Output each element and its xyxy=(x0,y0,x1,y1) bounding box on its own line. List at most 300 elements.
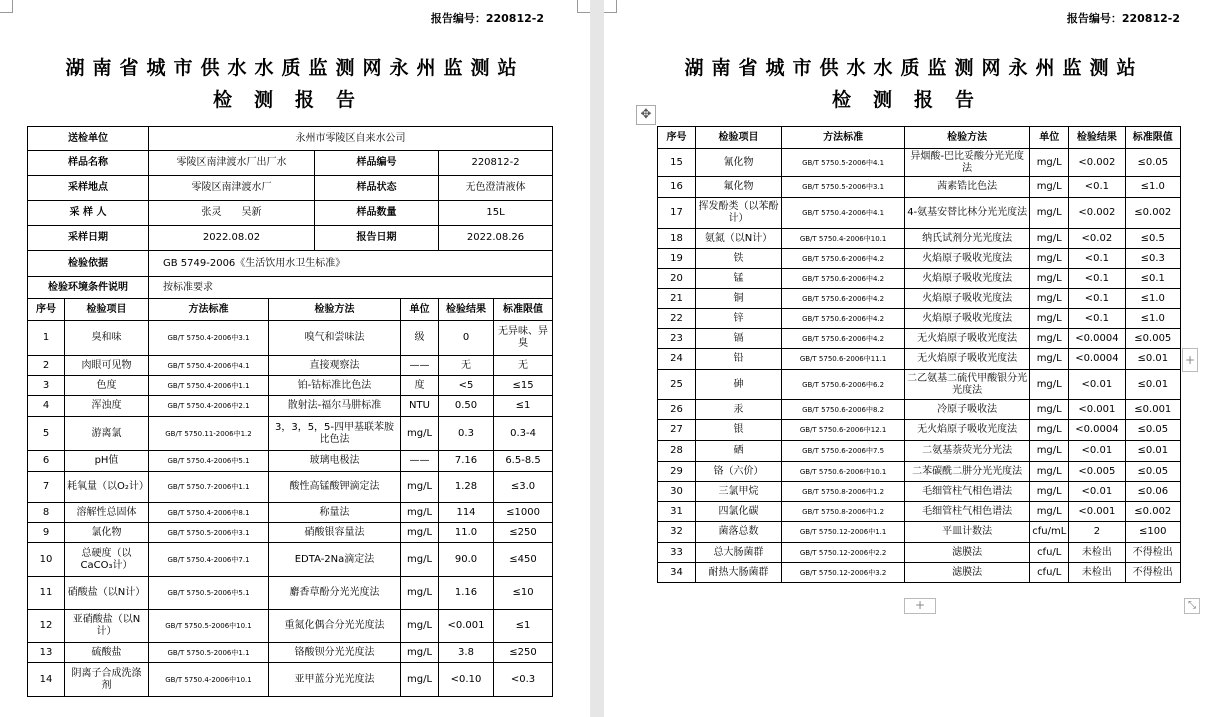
table-row xyxy=(658,177,1181,198)
col-item-header: 检验项目 xyxy=(695,127,781,149)
cell-limit: ≤1000 xyxy=(494,503,553,523)
table-row xyxy=(28,663,553,697)
cell-std: GB/T 5750.6-2006中11.1 xyxy=(782,349,905,370)
cell-item: 氨氮（以N计） xyxy=(695,229,781,249)
cell-method: 玻璃电极法 xyxy=(269,451,401,472)
cell-unit: mg/L xyxy=(401,503,439,523)
cell-unit: cfu/mL xyxy=(1030,522,1069,543)
cell-no: 23 xyxy=(658,329,696,349)
cell-limit: ≤0.05 xyxy=(1125,462,1180,482)
cell-result: 7.16 xyxy=(439,451,494,472)
sample-no-label: 样品编号 xyxy=(315,151,439,176)
table-row xyxy=(658,329,1181,349)
col-item-header: 检验项目 xyxy=(65,299,149,321)
cell-method: 二苯碳酰二肼分光光度法 xyxy=(905,462,1030,482)
cell-std: GB/T 5750.4-2006中7.1 xyxy=(149,543,269,577)
cell-method: 二氨基萘荧光分光法 xyxy=(905,441,1030,462)
cell-result: 3.8 xyxy=(439,643,494,663)
cell-method: 无火焰原子吸收光度法 xyxy=(905,329,1030,349)
report-subtitle: 检测报告 xyxy=(212,89,377,111)
table-row xyxy=(658,349,1181,370)
cell-no: 2 xyxy=(28,356,65,376)
cell-std: GB/T 5750.6-2006中10.1 xyxy=(782,462,905,482)
cell-item: 总硬度（以CaCO₃计） xyxy=(65,543,149,577)
col-method-header: 检验方法 xyxy=(905,127,1030,149)
cell-std: GB/T 5750.5-2006中10.1 xyxy=(149,610,269,643)
cell-limit: ≤1.0 xyxy=(1125,309,1180,329)
table-row xyxy=(658,563,1181,583)
cell-limit: ≤1 xyxy=(494,396,553,417)
cell-limit: ≤0.005 xyxy=(1125,329,1180,349)
info-row xyxy=(28,127,553,151)
cell-std: GB/T 5750.6-2006中7.5 xyxy=(782,441,905,462)
cell-no: 15 xyxy=(658,149,696,177)
cell-item: 铬（六价） xyxy=(695,462,781,482)
cell-unit: mg/L xyxy=(1030,149,1069,177)
cell-unit: mg/L xyxy=(1030,502,1069,522)
cell-limit: ≤0.5 xyxy=(1125,229,1180,249)
report-page-2 xyxy=(604,0,1224,717)
cell-unit: mg/L xyxy=(1030,349,1069,370)
site-value: 零陵区南津渡水厂 xyxy=(149,176,315,201)
cell-item: 挥发酚类（以苯酚计） xyxy=(695,198,781,229)
table-row xyxy=(658,149,1181,177)
cell-no: 17 xyxy=(658,198,696,229)
cell-result: 未检出 xyxy=(1069,563,1125,583)
cell-no: 8 xyxy=(28,503,65,523)
sampler-value: 张灵 吴新 xyxy=(149,201,315,226)
cell-std: GB/T 5750.5-2006中4.1 xyxy=(782,149,905,177)
cell-result: <0.1 xyxy=(1069,289,1125,309)
cell-no: 18 xyxy=(658,229,696,249)
cell-no: 16 xyxy=(658,177,696,198)
cell-item: 耐热大肠菌群 xyxy=(695,563,781,583)
state-label: 样品状态 xyxy=(315,176,439,201)
cell-limit: ≤1.0 xyxy=(1125,177,1180,198)
sampler-label: 采 样 人 xyxy=(28,201,149,226)
env-value: 按标准要求 xyxy=(149,277,553,299)
cell-std: GB/T 5750.8-2006中1.2 xyxy=(782,482,905,502)
table-row xyxy=(658,462,1181,482)
cell-item: 砷 xyxy=(695,370,781,400)
table-row xyxy=(28,610,553,643)
cell-no: 30 xyxy=(658,482,696,502)
report-number: 报告编号：220812-2 xyxy=(430,12,544,25)
cell-std: GB/T 5750.4-2006中1.1 xyxy=(149,376,269,396)
info-row xyxy=(28,251,553,277)
add-column-icon[interactable]: + xyxy=(1182,348,1198,372)
cell-std: GB/T 5750.6-2006中4.2 xyxy=(782,289,905,309)
cell-result: <0.001 xyxy=(1069,502,1125,522)
cell-method: EDTA-2Na滴定法 xyxy=(269,543,401,577)
cell-result: 0.3 xyxy=(439,417,494,451)
cell-result: <0.02 xyxy=(1069,229,1125,249)
cell-unit: cfu/L xyxy=(1030,543,1069,563)
date-value: 2022.08.02 xyxy=(149,226,315,251)
cell-result: <0.002 xyxy=(1069,198,1125,229)
table-row xyxy=(28,577,553,610)
table-row xyxy=(658,502,1181,522)
cell-result: <0.005 xyxy=(1069,462,1125,482)
col-result-header: 检验结果 xyxy=(1069,127,1125,149)
col-unit-header: 单位 xyxy=(1030,127,1069,149)
cell-no: 14 xyxy=(28,663,65,697)
cell-limit: ≤1.0 xyxy=(1125,289,1180,309)
cell-item: 氟化物 xyxy=(695,177,781,198)
cell-result: <0.01 xyxy=(1069,441,1125,462)
cell-no: 27 xyxy=(658,420,696,441)
cell-std: GB/T 5750.5-2006中3.1 xyxy=(149,523,269,543)
basis-label: 检验依据 xyxy=(28,251,149,277)
cell-unit: mg/L xyxy=(401,643,439,663)
cell-item: 浑浊度 xyxy=(65,396,149,417)
cell-method: 直接观察法 xyxy=(269,356,401,376)
report-table-2 xyxy=(657,126,1181,583)
cell-method: 平皿计数法 xyxy=(905,522,1030,543)
qty-value: 15L xyxy=(439,201,553,226)
state-value: 无色澄清液体 xyxy=(439,176,553,201)
cell-item: 氯化物 xyxy=(65,523,149,543)
cell-unit: mg/L xyxy=(1030,441,1069,462)
cell-method: 嗅气和尝味法 xyxy=(269,321,401,356)
cell-item: 色度 xyxy=(65,376,149,396)
col-result-header: 检验结果 xyxy=(439,299,494,321)
cell-method: 铂-钴标准比色法 xyxy=(269,376,401,396)
table-row xyxy=(658,309,1181,329)
cell-no: 9 xyxy=(28,523,65,543)
cell-no: 22 xyxy=(658,309,696,329)
cell-std: GB/T 5750.4-2006中8.1 xyxy=(149,503,269,523)
cell-unit: mg/L xyxy=(401,472,439,503)
cell-method: 4-氨基安替比林分光光度法 xyxy=(905,198,1030,229)
cell-no: 34 xyxy=(658,563,696,583)
table-row xyxy=(28,376,553,396)
cell-unit: —— xyxy=(401,451,439,472)
cell-no: 10 xyxy=(28,543,65,577)
cell-std: GB/T 5750.7-2006中1.1 xyxy=(149,472,269,503)
cell-no: 13 xyxy=(28,643,65,663)
cell-std: GB/T 5750.4-2006中10.1 xyxy=(149,663,269,697)
cell-no: 29 xyxy=(658,462,696,482)
cell-item: 镉 xyxy=(695,329,781,349)
cell-no: 32 xyxy=(658,522,696,543)
cell-std: GB/T 5750.4-2006中5.1 xyxy=(149,451,269,472)
table-row xyxy=(28,523,553,543)
cell-std: GB/T 5750.4-2006中4.1 xyxy=(782,198,905,229)
cell-no: 31 xyxy=(658,502,696,522)
cell-item: 臭和味 xyxy=(65,321,149,356)
cell-result: 1.28 xyxy=(439,472,494,503)
table-row xyxy=(658,269,1181,289)
cell-result: <0.002 xyxy=(1069,149,1125,177)
resize-icon[interactable]: ⤡ xyxy=(1184,598,1200,614)
cell-std: GB/T 5750.5-2006中3.1 xyxy=(782,177,905,198)
cell-no: 6 xyxy=(28,451,65,472)
cell-method: 硝酸银容量法 xyxy=(269,523,401,543)
cell-no: 11 xyxy=(28,577,65,610)
cell-method: 称量法 xyxy=(269,503,401,523)
cell-unit: mg/L xyxy=(1030,177,1069,198)
cell-result: 无 xyxy=(439,356,494,376)
cell-item: 四氯化碳 xyxy=(695,502,781,522)
cell-limit: ≤0.3 xyxy=(1125,249,1180,269)
cell-method: 无火焰原子吸收光度法 xyxy=(905,349,1030,370)
cell-limit: 6.5-8.5 xyxy=(494,451,553,472)
cell-method: 毛细管柱气相色谱法 xyxy=(905,502,1030,522)
col-unit-header: 单位 xyxy=(401,299,439,321)
cell-limit: ≤0.01 xyxy=(1125,349,1180,370)
cell-unit: mg/L xyxy=(401,523,439,543)
col-no-header: 序号 xyxy=(28,299,65,321)
report-title: 湖南省城市供水水质监测网永州监测站 xyxy=(65,57,525,79)
table-header-row xyxy=(28,299,553,321)
cell-result: <0.001 xyxy=(1069,400,1125,420)
cell-limit: ≤0.05 xyxy=(1125,149,1180,177)
cell-result: 114 xyxy=(439,503,494,523)
cell-result: <0.1 xyxy=(1069,249,1125,269)
cell-method: 散射法-福尔马肼标准 xyxy=(269,396,401,417)
cell-std: GB/T 5750.8-2006中1.2 xyxy=(782,502,905,522)
env-label: 检验环境条件说明 xyxy=(28,277,149,299)
cell-result: <0.0004 xyxy=(1069,329,1125,349)
sender-label: 送检单位 xyxy=(28,127,149,151)
sample-no-value: 220812-2 xyxy=(439,151,553,176)
table-row xyxy=(658,522,1181,543)
page-corner-mark xyxy=(604,0,617,13)
sample-name-value: 零陵区南津渡水厂出厂水 xyxy=(149,151,315,176)
cell-std: GB/T 5750.4-2006中3.1 xyxy=(149,321,269,356)
cell-limit: ≤100 xyxy=(1125,522,1180,543)
add-row-icon[interactable]: + xyxy=(904,598,936,614)
sender-value: 永州市零陵区自来水公司 xyxy=(149,127,553,151)
cell-limit: ≤0.001 xyxy=(1125,400,1180,420)
cell-std: GB/T 5750.5-2006中1.1 xyxy=(149,643,269,663)
cell-limit: 不得检出 xyxy=(1125,543,1180,563)
cell-result: 未检出 xyxy=(1069,543,1125,563)
cell-result: <0.1 xyxy=(1069,269,1125,289)
cell-result: 0.50 xyxy=(439,396,494,417)
cell-no: 33 xyxy=(658,543,696,563)
cell-item: 溶解性总固体 xyxy=(65,503,149,523)
table-header-row xyxy=(658,127,1181,149)
cell-unit: 级 xyxy=(401,321,439,356)
info-row xyxy=(28,226,553,251)
cell-item: 硒 xyxy=(695,441,781,462)
cell-result: <0.1 xyxy=(1069,177,1125,198)
cell-std: GB/T 5750.12-2006中2.2 xyxy=(782,543,905,563)
cell-method: 3，3，5，5-四甲基联苯胺比色法 xyxy=(269,417,401,451)
cell-item: 锌 xyxy=(695,309,781,329)
cell-unit: mg/L xyxy=(1030,289,1069,309)
cell-result: <0.001 xyxy=(439,610,494,643)
col-no-header: 序号 xyxy=(658,127,696,149)
cell-method: 冷原子吸收法 xyxy=(905,400,1030,420)
info-row xyxy=(28,201,553,226)
cell-result: <0.0004 xyxy=(1069,420,1125,441)
cell-result: 90.0 xyxy=(439,543,494,577)
cell-limit: ≤15 xyxy=(494,376,553,396)
cell-unit: mg/L xyxy=(1030,309,1069,329)
page-corner-mark xyxy=(0,0,13,13)
cell-method: 麝香草酚分光光度法 xyxy=(269,577,401,610)
cell-no: 5 xyxy=(28,417,65,451)
cell-method: 二乙氨基二硫代甲酸银分光光度法 xyxy=(905,370,1030,400)
cell-limit: ≤0.05 xyxy=(1125,420,1180,441)
cell-limit: ≤0.1 xyxy=(1125,269,1180,289)
cell-item: pH值 xyxy=(65,451,149,472)
col-method-header: 检验方法 xyxy=(269,299,401,321)
cell-limit: ≤450 xyxy=(494,543,553,577)
cell-result: 0 xyxy=(439,321,494,356)
cell-std: GB/T 5750.12-2006中3.2 xyxy=(782,563,905,583)
cell-no: 28 xyxy=(658,441,696,462)
cell-std: GB/T 5750.12-2006中1.1 xyxy=(782,522,905,543)
cell-limit: ≤3.0 xyxy=(494,472,553,503)
cell-item: 汞 xyxy=(695,400,781,420)
cell-item: 耗氧量（以O₂计） xyxy=(65,472,149,503)
table-row xyxy=(658,420,1181,441)
cell-unit: mg/L xyxy=(401,577,439,610)
cell-unit: —— xyxy=(401,356,439,376)
cell-unit: mg/L xyxy=(1030,482,1069,502)
cell-result: <0.01 xyxy=(1069,482,1125,502)
cell-item: 锰 xyxy=(695,269,781,289)
cell-no: 4 xyxy=(28,396,65,417)
cell-method: 火焰原子吸收光度法 xyxy=(905,289,1030,309)
table-row xyxy=(658,441,1181,462)
cell-std: GB/T 5750.6-2006中6.2 xyxy=(782,370,905,400)
report-date-value: 2022.08.26 xyxy=(439,226,553,251)
cell-std: GB/T 5750.4-2006中10.1 xyxy=(782,229,905,249)
cell-std: GB/T 5750.6-2006中4.2 xyxy=(782,329,905,349)
cell-std: GB/T 5750.6-2006中12.1 xyxy=(782,420,905,441)
table-row xyxy=(658,198,1181,229)
cell-limit: ≤10 xyxy=(494,577,553,610)
cell-method: 铬酸钡分光光度法 xyxy=(269,643,401,663)
cell-limit: 无异味、异臭 xyxy=(494,321,553,356)
move-handle-icon[interactable]: ✥ xyxy=(636,105,656,125)
cell-method: 茜素锆比色法 xyxy=(905,177,1030,198)
cell-item: 硫酸盐 xyxy=(65,643,149,663)
info-row xyxy=(28,277,553,299)
cell-item: 铜 xyxy=(695,289,781,309)
qty-label: 样品数量 xyxy=(315,201,439,226)
cell-item: 肉眼可见物 xyxy=(65,356,149,376)
basis-value: GB 5749-2006《生活饮用水卫生标准》 xyxy=(149,251,553,277)
cell-unit: mg/L xyxy=(1030,462,1069,482)
cell-method: 毛细管柱气相色谱法 xyxy=(905,482,1030,502)
cell-result: <0.01 xyxy=(1069,370,1125,400)
cell-method: 火焰原子吸收光度法 xyxy=(905,269,1030,289)
cell-item: 阴离子合成洗涤剂 xyxy=(65,663,149,697)
cell-item: 三氯甲烷 xyxy=(695,482,781,502)
cell-item: 银 xyxy=(695,420,781,441)
cell-std: GB/T 5750.5-2006中5.1 xyxy=(149,577,269,610)
cell-unit: cfu/L xyxy=(1030,563,1069,583)
cell-method: 纳氏试剂分光光度法 xyxy=(905,229,1030,249)
cell-std: GB/T 5750.6-2006中4.2 xyxy=(782,269,905,289)
cell-method: 滤膜法 xyxy=(905,543,1030,563)
cell-result: <0.0004 xyxy=(1069,349,1125,370)
cell-unit: mg/L xyxy=(1030,198,1069,229)
site-label: 采样地点 xyxy=(28,176,149,201)
cell-limit: ≤0.01 xyxy=(1125,441,1180,462)
cell-no: 20 xyxy=(658,269,696,289)
cell-limit: 无 xyxy=(494,356,553,376)
cell-result: <0.1 xyxy=(1069,309,1125,329)
cell-no: 19 xyxy=(658,249,696,269)
cell-unit: NTU xyxy=(401,396,439,417)
cell-unit: mg/L xyxy=(401,417,439,451)
cell-no: 3 xyxy=(28,376,65,396)
cell-unit: mg/L xyxy=(401,610,439,643)
cell-no: 21 xyxy=(658,289,696,309)
cell-limit: ≤0.002 xyxy=(1125,198,1180,229)
table-row xyxy=(658,543,1181,563)
cell-item: 氰化物 xyxy=(695,149,781,177)
cell-limit: ≤1 xyxy=(494,610,553,643)
cell-no: 25 xyxy=(658,370,696,400)
info-row xyxy=(28,151,553,176)
report-number: 报告编号：220812-2 xyxy=(1066,12,1180,25)
cell-limit: ≤250 xyxy=(494,523,553,543)
cell-limit: ≤0.002 xyxy=(1125,502,1180,522)
cell-limit: ≤0.01 xyxy=(1125,370,1180,400)
col-limit-header: 标准限值 xyxy=(494,299,553,321)
cell-method: 滤膜法 xyxy=(905,563,1030,583)
cell-std: GB/T 5750.6-2006中4.2 xyxy=(782,309,905,329)
table-row xyxy=(28,321,553,356)
cell-unit: mg/L xyxy=(1030,229,1069,249)
col-std-header: 方法标准 xyxy=(149,299,269,321)
cell-result: 1.16 xyxy=(439,577,494,610)
report-subtitle: 检测报告 xyxy=(831,89,996,111)
table-row xyxy=(658,370,1181,400)
cell-unit: mg/L xyxy=(1030,400,1069,420)
table-row xyxy=(28,396,553,417)
cell-limit: 0.3-4 xyxy=(494,417,553,451)
cell-no: 1 xyxy=(28,321,65,356)
cell-std: GB/T 5750.4-2006中4.1 xyxy=(149,356,269,376)
cell-item: 铅 xyxy=(695,349,781,370)
cell-item: 菌落总数 xyxy=(695,522,781,543)
table-row xyxy=(28,503,553,523)
cell-std: GB/T 5750.6-2006中4.2 xyxy=(782,249,905,269)
cell-method: 酸性高锰酸钾滴定法 xyxy=(269,472,401,503)
table-row xyxy=(658,249,1181,269)
cell-limit: 不得检出 xyxy=(1125,563,1180,583)
cell-method: 异烟酸-巴比妥酸分光光度法 xyxy=(905,149,1030,177)
cell-method: 亚甲蓝分光光度法 xyxy=(269,663,401,697)
cell-no: 24 xyxy=(658,349,696,370)
cell-item: 游离氯 xyxy=(65,417,149,451)
cell-std: GB/T 5750.11-2006中1.2 xyxy=(149,417,269,451)
cell-unit: mg/L xyxy=(1030,269,1069,289)
table-row xyxy=(28,417,553,451)
table-row xyxy=(28,472,553,503)
cell-result: <0.10 xyxy=(439,663,494,697)
cell-no: 7 xyxy=(28,472,65,503)
cell-unit: mg/L xyxy=(1030,370,1069,400)
report-table-1 xyxy=(27,126,553,697)
cell-unit: mg/L xyxy=(1030,249,1069,269)
report-date-label: 报告日期 xyxy=(315,226,439,251)
cell-no: 12 xyxy=(28,610,65,643)
info-row xyxy=(28,176,553,201)
table-row xyxy=(28,451,553,472)
cell-std: GB/T 5750.6-2006中8.2 xyxy=(782,400,905,420)
cell-limit: <0.3 xyxy=(494,663,553,697)
